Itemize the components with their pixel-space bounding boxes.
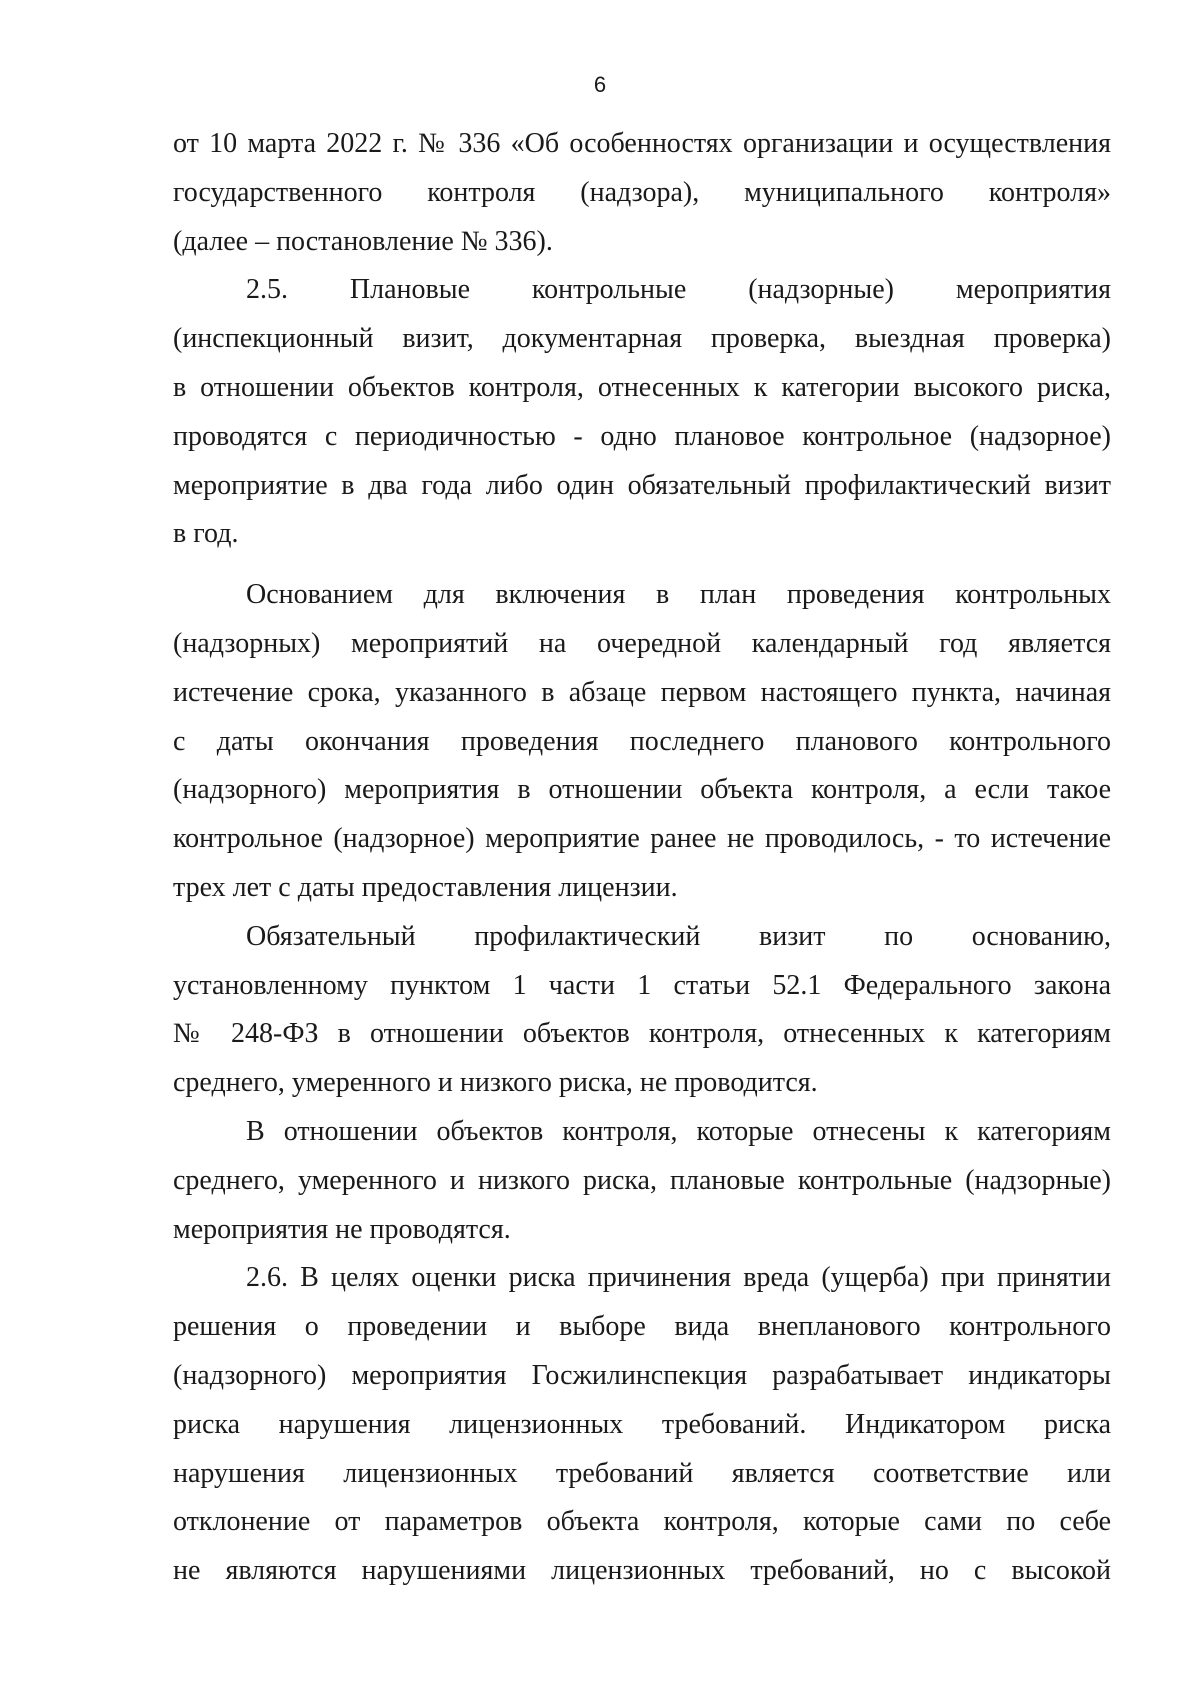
text-line: риска нарушения лицензионных требований. Индикатором риска <box>173 1408 1111 1440</box>
text-line: трех лет с даты предоставления лицензии. <box>173 871 678 903</box>
text-line: истечение срока, указанного в абзаце первом настоящего пункта, начиная <box>173 676 1111 708</box>
text-line: (надзорного) мероприятия Госжилинспекция разрабатывает индикаторы <box>173 1359 1111 1391</box>
text-line: (надзорного) мероприятия в отношении объекта контроля, а если такое <box>173 774 1111 806</box>
text-line: Обязательный профилактический визит по основанию, <box>246 920 1111 952</box>
text-line: нарушения лицензионных требований является соответствие или <box>173 1457 1111 1489</box>
text-line: (инспекционный визит, документарная проверка, выездная проверка) <box>173 323 1111 355</box>
paragraph-gap <box>173 559 1111 571</box>
text-line: Основанием для включения в план проведения контрольных <box>246 579 1111 611</box>
document-body <box>173 120 1111 1596</box>
text-line: проводятся с периодичностью - одно плановое контрольное (надзорное) <box>173 420 1111 452</box>
text-line: установленному пунктом 1 части 1 статьи 52.1 Федерального закона <box>173 969 1111 1001</box>
text-line: контрольное (надзорное) мероприятие ранее не проводилось, - то истечение <box>173 823 1111 855</box>
text-line: отклонение от параметров объекта контроля, которые сами по себе <box>173 1506 1111 1538</box>
page-number: 6 <box>593 72 607 97</box>
text-line: не являются нарушениями лицензионных требований, но с высокой <box>173 1555 1111 1587</box>
text-line: среднего, умеренного и низкого риска, плановые контрольные (надзорные) <box>173 1164 1111 1196</box>
text-line: мероприятие в два года либо один обязательный профилактический визит <box>173 469 1111 501</box>
text-line: (далее – постановление № 336). <box>173 225 553 257</box>
text-line: № 248-ФЗ в отношении объектов контроля, отнесенных к категориям <box>173 1018 1111 1050</box>
text-line: государственного контроля (надзора), муниципального контроля» <box>173 176 1111 208</box>
text-line: с даты окончания проведения последнего планового контрольного <box>173 725 1111 757</box>
text-line: 2.5. Плановые контрольные (надзорные) мероприятия <box>246 274 1111 306</box>
text-line: (надзорных) мероприятий на очередной календарный год является <box>173 627 1111 659</box>
text-line: от 10 марта 2022 г. № 336 «Об особенностях организации и осуществления <box>173 128 1111 159</box>
text-line: 2.6. В целях оценки риска причинения вреда (ущерба) при принятии <box>246 1262 1111 1294</box>
text-line: мероприятия не проводятся. <box>173 1213 511 1245</box>
text-line: в отношении объектов контроля, отнесенных к категории высокого риска, <box>173 371 1111 403</box>
text-line: В отношении объектов контроля, которые отнесены к категориям <box>246 1115 1111 1147</box>
text-line: решения о проведении и выборе вида внепланового контрольного <box>173 1311 1111 1343</box>
text-line: среднего, умеренного и низкого риска, не проводится. <box>173 1067 818 1099</box>
text-line: в год. <box>173 518 239 550</box>
